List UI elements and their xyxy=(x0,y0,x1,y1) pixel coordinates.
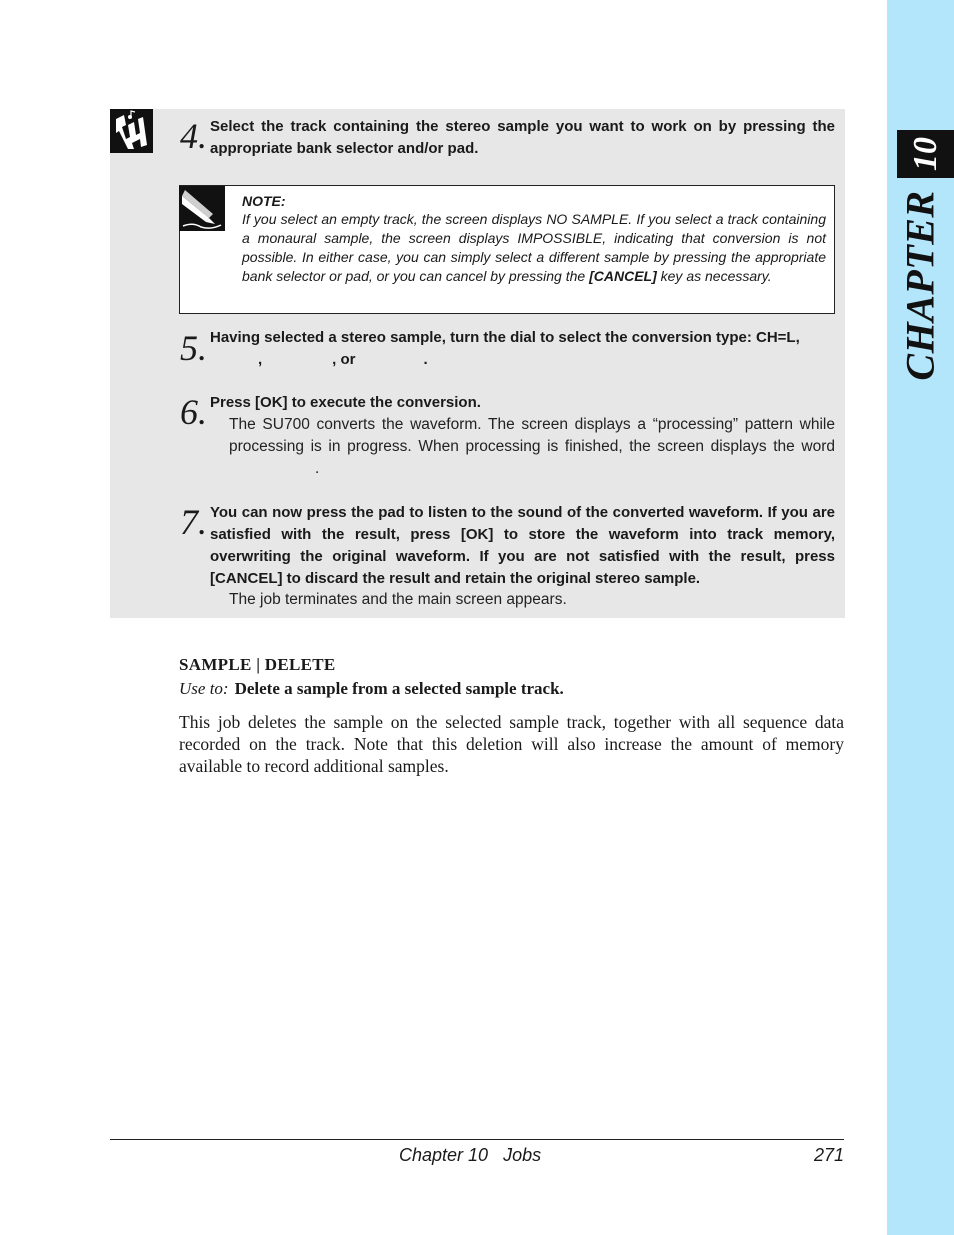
step-5-number: 5. xyxy=(180,328,207,368)
page-number: 271 xyxy=(813,1145,844,1165)
step-7-number: 7. xyxy=(180,502,207,542)
step-4-number: 4. xyxy=(180,116,207,156)
chapter-label: CHAPTER xyxy=(897,189,943,381)
step-5-text: Having selected a stereo sample, turn the dial to select the conversion type: CH=L, , , or . xyxy=(210,329,800,368)
job-hand-icon xyxy=(110,109,153,153)
use-to-label: Use to: xyxy=(179,679,229,698)
section-heading: SAMPLE | DELETE xyxy=(179,655,336,674)
step-6-number: 6. xyxy=(180,392,207,432)
note-body: If you select an empty track, the screen displays NO SAMPLE. If you select a track containing a monaural sample, the screen displays IMPOSSIBLE, indicating that conversion is not possible. In either case, you can simply select a different sample by pressing the appropriate bank selector or pad, or you can cancel by pressing the [CANCEL] key as necessary. xyxy=(242,211,826,284)
footer-chapter: Chapter 10 Jobs xyxy=(399,1145,542,1165)
step-4-text: Select the track containing the stereo sample you want to work on by pressing the appropriate bank selector and/or pad. xyxy=(210,118,835,157)
section-paragraph: This job deletes the sample on the selected sample track, together with all sequence data recorded on the track. Note that this deletion will also increase the amount of memory available to record additional samples. xyxy=(179,712,844,776)
pencil-note-icon xyxy=(179,186,225,231)
step-6-description: The SU700 converts the waveform. The screen displays a “processing” pattern while processing is in progress. When processing is finished, the screen displays the word. xyxy=(229,416,835,477)
note-title: NOTE: xyxy=(242,193,286,209)
use-to-text: Delete a sample from a selected sample track. xyxy=(234,679,564,698)
step-6-text: Press [OK] to execute the conversion. xyxy=(210,394,481,411)
step-7-description: The job terminates and the main screen appears. xyxy=(229,591,567,608)
use-to-line xyxy=(179,679,564,699)
chapter-tab xyxy=(887,0,954,1235)
cancel-key-label: [CANCEL] xyxy=(589,268,657,284)
chapter-number: 10 xyxy=(906,137,944,171)
step-7-text: You can now press the pad to listen to the sound of the converted waveform. If you are satisfied with the result, press [OK] to store the waveform into track memory, overwriting the original waveform. If you are not satisfied with the result, press [CANCEL] to discard the result and retain the original stereo sample. xyxy=(210,504,835,587)
footer-rule xyxy=(110,1139,844,1140)
